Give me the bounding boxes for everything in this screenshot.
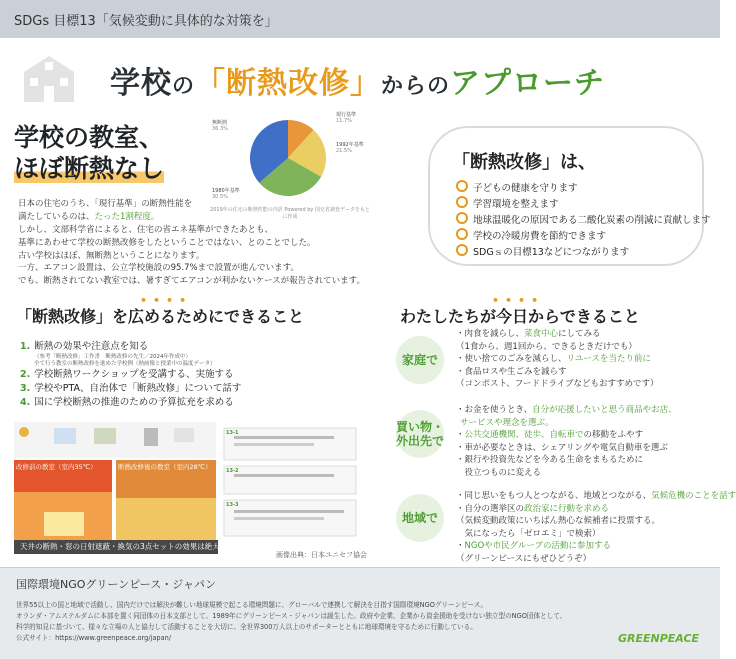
step-sub-note: （参考「断熱改修」工作書 断熱改修の先生／2024年作成中） bbox=[34, 354, 191, 360]
action-text: の移動をふやす bbox=[583, 430, 644, 440]
action-line bbox=[456, 540, 736, 553]
page-title bbox=[20, 52, 710, 107]
pie-percent-label: 11.7% bbox=[336, 118, 352, 124]
action-text: ・肉食を減らし、 bbox=[456, 329, 525, 339]
greenpeace-logo: GREENPEACE bbox=[618, 632, 700, 645]
para2-line: 一方、エアコン設置は、公立学校施設の95.7%まで設置が進んでいます。 bbox=[18, 263, 299, 273]
action-line bbox=[456, 429, 677, 442]
para2-line: でも、断熱されてない教室では、暑すぎてエアコンが利かないケースが報告されています。 bbox=[18, 276, 365, 286]
spread-steps bbox=[20, 340, 241, 410]
slide-tag: 13-1 bbox=[226, 430, 239, 436]
step-text: 学校断熱ワークショップを受講する、実施する bbox=[34, 369, 234, 380]
action-line: 役立つものに変える bbox=[456, 467, 542, 478]
workshop-slides bbox=[224, 428, 356, 540]
action-line bbox=[456, 490, 736, 503]
insulation-pie-chart bbox=[208, 110, 370, 206]
topbar-text: SDGs 目標13「気候変動に具体的な対策を」 bbox=[14, 14, 278, 29]
step-item bbox=[20, 396, 241, 410]
step-number: 4. bbox=[20, 397, 31, 408]
pie-label: 無断熱 bbox=[212, 120, 228, 126]
photo-label-after: 断熱改修後の教室（室内28℃） bbox=[118, 463, 212, 471]
step-text: 断熱の効果や注意点を知る bbox=[34, 341, 149, 352]
image-credit: 画像出典：日本ユニセフ協会 bbox=[276, 551, 367, 559]
action-highlight: 自分が応援したいと思う商品やお店、 bbox=[532, 405, 677, 415]
category-home bbox=[396, 336, 444, 384]
action-line: ・銀行や投資先などを今ある生命をまもるために bbox=[456, 455, 644, 465]
step-item bbox=[20, 382, 241, 396]
action-text: ・自分の選挙区の bbox=[456, 503, 525, 514]
para1-line: 古い学校はほぼ、無断熱ということになります。 bbox=[18, 251, 205, 261]
benefit-item: SDGｓの目標13などにつながります bbox=[456, 244, 711, 260]
action-text: ・同じ思いをもつ人とつながる、地域とつながる、 bbox=[456, 491, 652, 501]
footer-line: 世界55以上の国と地域で活動し、国内だけでは解決が難しい地球規模で起こる環境問題に、グローバルで連携して解決を目指す国際環境NGOグリーンピース。 bbox=[16, 601, 488, 609]
action-text: ・ bbox=[456, 541, 465, 551]
category-label: 買い物・ bbox=[396, 420, 445, 434]
para1-line: しかし、文部科学省によると、住宅の省エネ基準ができたあとも、 bbox=[18, 225, 274, 235]
action-line: （気候変動政策にいちばん熱心な候補者に投票する。 bbox=[456, 516, 661, 526]
slide-tag: 13-2 bbox=[226, 468, 239, 474]
action-line bbox=[456, 404, 677, 417]
pie-label: 現行基準 bbox=[336, 112, 357, 118]
footer-description bbox=[16, 600, 566, 644]
title-school: 学校 bbox=[110, 66, 172, 101]
action-highlight: 菜食中心 bbox=[524, 329, 559, 339]
benefit-item: 学習環境を整えます bbox=[456, 196, 711, 212]
pie-percent-label: 36.3% bbox=[212, 126, 228, 132]
step-sub-note: 全て行う教室の断熱改修を進めた学校例（熱画像と授業中の温度データ） bbox=[34, 361, 216, 367]
title-renovation: 「断熱改修」 bbox=[195, 66, 382, 101]
action-highlight: 気候危機のことを話す bbox=[651, 491, 736, 501]
action-text: にしてみる bbox=[558, 329, 601, 339]
step-number: 2. bbox=[20, 369, 31, 380]
top-banner bbox=[0, 0, 720, 38]
action-text: ・ bbox=[456, 430, 465, 440]
action-highlight: NGOや市民グループの活動に参加する bbox=[464, 541, 611, 551]
para1-line: 基準にあわせて学校の断熱改修をしたということではない、とのことでした。 bbox=[18, 238, 316, 248]
footer-line: 科学的知見に基づいて、様々な立場の人と協力して活動することを大切に、全世界300万人以上のサポーターとともに地球環境を守るために行動している。 bbox=[16, 623, 477, 631]
category-label: 家庭で bbox=[401, 353, 438, 367]
action-line bbox=[456, 353, 659, 366]
pie-label: 1992年基準 bbox=[336, 142, 364, 148]
category-label: 地域で bbox=[401, 511, 438, 525]
pie-label: 1980年基準 bbox=[212, 188, 240, 194]
action-highlight: サービスや理念を選ぶ。 bbox=[460, 417, 554, 428]
spread-heading-dots: •••• bbox=[140, 294, 193, 307]
classroom-heading-line1: 学校の教室、 bbox=[14, 123, 165, 152]
action-line bbox=[456, 503, 736, 516]
footer-website-link[interactable]: 公式サイト：https://www.greenpeace.org/japan/ bbox=[16, 634, 172, 642]
title-approach: アプローチ bbox=[450, 66, 606, 101]
classroom-paragraph-2 bbox=[18, 262, 365, 288]
action-highlight: 政治家に行動を求める bbox=[524, 503, 610, 514]
step-number: 3. bbox=[20, 383, 31, 394]
action-line: ・食品ロスや生ごみを減らす bbox=[456, 366, 567, 377]
footer-title: 国際環境NGOグリーンピース・ジャパン bbox=[16, 578, 216, 591]
action-line bbox=[456, 417, 677, 430]
thermal-photo-comparison bbox=[14, 422, 216, 552]
benefit-item: 地球温暖化の原因である二酸化炭素の削減に貢献します bbox=[456, 212, 711, 228]
benefit-item: 子どもの健康を守ります bbox=[456, 180, 711, 196]
action-line: 気になったら「ゼロエミ」で検索） bbox=[456, 528, 601, 539]
action-line: ・車が必要なときは、シェアリングや電気自動車を選ぶ bbox=[456, 442, 668, 453]
home-actions bbox=[456, 328, 659, 391]
photo-caption: 天井の断熱・窓の日射遮蔽・換気の3点セットの効果は絶大です！ bbox=[14, 540, 218, 554]
step-number: 1. bbox=[20, 341, 31, 352]
pie-percent-label: 21.5% bbox=[336, 148, 352, 154]
step-item bbox=[20, 368, 241, 382]
title-from: からの bbox=[381, 74, 451, 99]
renovation-benefits-title: 「断熱改修」は、 bbox=[452, 152, 596, 173]
para1-highlight: たった1割程度。 bbox=[94, 212, 160, 222]
para1-line: 満たしているのは、 bbox=[18, 212, 95, 222]
footer-line: オランダ・アムステルダムに本部を置く同団体の日本支部として、1989年にグリーンピース・ジャパンは誕生した。政府や企業、企業から資金援助を受けない独立型のNGO団体として、 bbox=[16, 612, 567, 620]
classroom-heading-line2: ほぼ断熱なし bbox=[14, 154, 165, 183]
step-item bbox=[20, 340, 241, 354]
photo-label-before: 改修前の教室（室内35℃） bbox=[16, 463, 97, 471]
action-line: （コンポスト、フードドライブなどもおすすめです） bbox=[456, 379, 659, 389]
category-community bbox=[396, 494, 444, 542]
pie-note: 2019年の住宅の断熱性能の内訳 Powered by 国交省調査データをもとに作成 bbox=[210, 207, 370, 220]
action-line bbox=[456, 328, 659, 341]
today-heading: わたしたちが今日からできること bbox=[400, 307, 640, 326]
action-highlight: 公共交通機関、徒歩、自転車で bbox=[464, 430, 584, 440]
category-shopping-outing bbox=[396, 410, 444, 458]
pie-percent-label: 30.5% bbox=[212, 194, 228, 200]
para1-line: 日本の住宅のうち、「現行基準」の断熱性能を bbox=[18, 199, 193, 209]
benefit-item: 学校の冷暖房費を節約できます bbox=[456, 228, 711, 244]
shopping-actions bbox=[456, 404, 677, 479]
slide-tag: 13-3 bbox=[226, 502, 239, 508]
category-label: 外出先で bbox=[396, 434, 445, 448]
action-line: （グリーンピースにもぜひどうぞ） bbox=[456, 553, 592, 564]
title-no: の bbox=[172, 74, 196, 99]
today-heading-dots: •••• bbox=[492, 294, 545, 307]
classroom-heading bbox=[14, 122, 164, 184]
action-text: ・お金を使うとき、 bbox=[456, 405, 533, 415]
community-actions bbox=[456, 490, 736, 565]
action-text: ・使い捨てのごみを減らし、 bbox=[456, 354, 567, 364]
action-line: （1食から、週1回から、できるときだけでも） bbox=[456, 341, 637, 352]
renovation-benefits-list bbox=[456, 180, 711, 260]
action-highlight: リユースを当たり前に bbox=[566, 354, 651, 364]
spread-heading: 「断熱改修」を広めるためにできること bbox=[16, 307, 305, 326]
step-text: 国に学校断熱の推進のための予算拡充を求める bbox=[34, 397, 234, 408]
step-text: 学校やPTA、自治体で「断熱改修」について話す bbox=[34, 383, 242, 394]
